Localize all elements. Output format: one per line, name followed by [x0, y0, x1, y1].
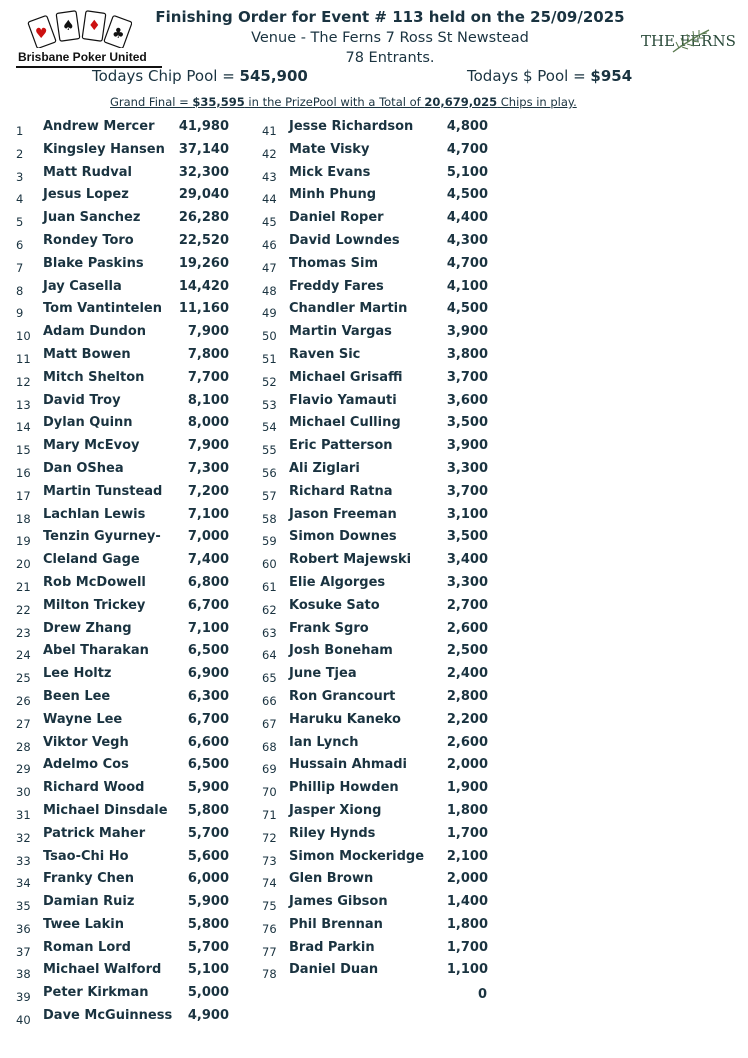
player-chips: 3,100: [446, 506, 488, 522]
result-position: 55: [262, 443, 277, 458]
player-name: Dave McGuinness: [43, 1008, 173, 1024]
result-position: 19: [16, 534, 31, 549]
player-chips: 2,000: [446, 757, 488, 773]
result-position: 29: [16, 762, 31, 777]
result-position: 75: [262, 899, 277, 914]
player-chips: 4,100: [446, 278, 488, 294]
player-chips: 3,500: [446, 529, 488, 545]
player-chips: 7,700: [187, 369, 229, 385]
result-position: 25: [16, 671, 31, 686]
result-position: 52: [262, 374, 277, 389]
player-chips: 5,700: [187, 825, 229, 841]
result-position: 4: [16, 192, 24, 207]
player-chips: 26,280: [178, 210, 229, 226]
result-position: 9: [16, 306, 24, 321]
grand-final-amount: $35,595: [192, 95, 245, 109]
result-position: 57: [262, 488, 277, 503]
player-name: Frank Sgro: [289, 620, 369, 636]
result-position: 61: [262, 579, 277, 594]
result-position: 72: [262, 830, 277, 845]
player-chips: 4,500: [446, 187, 488, 203]
player-chips: 7,400: [187, 552, 229, 568]
player-chips: 2,700: [446, 597, 488, 613]
result-position: 12: [16, 374, 31, 389]
result-position: 38: [16, 967, 31, 982]
player-name: Robert Majewski: [289, 552, 412, 568]
result-position: 26: [16, 693, 31, 708]
player-chips: 7,100: [187, 506, 229, 522]
player-chips: 1,900: [446, 780, 488, 796]
player-name: Michael Grisaffi: [289, 369, 403, 385]
player-chips: 2,500: [446, 643, 488, 659]
entrants-line: 78 Entrants.: [345, 50, 435, 66]
player-name: Thomas Sim: [289, 255, 379, 271]
player-chips: 3,600: [446, 392, 488, 408]
result-position: 13: [16, 397, 31, 412]
result-position: 16: [16, 465, 31, 480]
chip-pool-value: 545,900: [239, 67, 308, 85]
player-name: Ron Grancourt: [289, 688, 396, 704]
result-position: 40: [16, 1013, 31, 1028]
player-chips: 5,900: [187, 894, 229, 910]
result-position: 54: [262, 420, 277, 435]
player-name: Tsao-Chi Ho: [43, 848, 129, 864]
result-position: 63: [262, 625, 277, 640]
result-position: 15: [16, 443, 31, 458]
result-position: 56: [262, 465, 277, 480]
result-position: 51: [262, 351, 277, 366]
result-position: 44: [262, 192, 277, 207]
dollar-pool: [467, 67, 632, 85]
player-name: Damian Ruiz: [43, 894, 135, 910]
result-position: 77: [262, 944, 277, 959]
player-name: Lachlan Lewis: [43, 506, 146, 522]
player-chips: 3,900: [446, 438, 488, 454]
player-name: Blake Paskins: [43, 255, 144, 271]
player-name: Abel Tharakan: [43, 643, 149, 659]
result-position: 59: [262, 534, 277, 549]
result-position: 18: [16, 511, 31, 526]
player-chips: 4,400: [446, 210, 488, 226]
player-chips: 3,500: [446, 415, 488, 431]
player-chips: 22,520: [178, 232, 229, 248]
player-name: Eric Patterson: [289, 438, 393, 454]
result-position: 34: [16, 876, 31, 891]
result-position: 60: [262, 557, 277, 572]
player-name: Jesus Lopez: [43, 187, 129, 203]
player-name: Simon Mockeridge: [289, 848, 425, 864]
player-name: Roman Lord: [43, 939, 131, 955]
result-position: 30: [16, 785, 31, 800]
grand-final-suffix: Chips in play.: [497, 95, 577, 109]
venue-line: Venue - The Ferns 7 Ross St Newstead: [251, 30, 529, 46]
player-chips: 5,700: [187, 939, 229, 955]
player-name: Dan OShea: [43, 460, 124, 476]
svg-text:♠: ♠: [62, 18, 75, 34]
player-name: Mick Evans: [289, 164, 371, 180]
result-position: 33: [16, 853, 31, 868]
player-name: Tenzin Gyurney-: [43, 529, 161, 545]
result-position: 46: [262, 237, 277, 252]
result-position: 35: [16, 899, 31, 914]
result-position: 67: [262, 716, 277, 731]
player-name: Peter Kirkman: [43, 985, 149, 1001]
player-chips: 7,800: [187, 346, 229, 362]
player-chips: 6,500: [187, 643, 229, 659]
player-name: Lee Holtz: [43, 666, 112, 682]
player-chips: 1,700: [446, 939, 488, 955]
player-chips: 6,000: [187, 871, 229, 887]
card-suits-icon: [22, 8, 132, 48]
result-position: 69: [262, 762, 277, 777]
player-name: James Gibson: [289, 894, 388, 910]
player-name: Mate Visky: [289, 141, 370, 157]
player-chips: 4,500: [446, 301, 488, 317]
result-position: 11: [16, 351, 31, 366]
player-name: Juan Sanchez: [43, 210, 141, 226]
player-name: Jason Freeman: [289, 506, 397, 522]
player-name: Michael Culling: [289, 415, 401, 431]
player-chips: 1,800: [446, 916, 488, 932]
player-name: Simon Downes: [289, 529, 397, 545]
logo-text: Brisbane Poker United: [18, 50, 147, 64]
svg-text:♦: ♦: [88, 18, 101, 34]
player-chips: 4,900: [187, 1008, 229, 1024]
player-name: Milton Trickey: [43, 597, 146, 613]
result-position: 76: [262, 921, 277, 936]
player-name: Mary McEvoy: [43, 438, 140, 454]
player-name: Twee Lakin: [43, 916, 125, 932]
player-name: Hussain Ahmadi: [289, 757, 408, 773]
player-name: Michael Walford: [43, 962, 162, 978]
player-chips: 5,900: [187, 780, 229, 796]
result-position: 2: [16, 146, 24, 161]
result-position: 42: [262, 146, 277, 161]
player-chips: 1,700: [446, 825, 488, 841]
player-name: Wayne Lee: [43, 711, 123, 727]
result-position: 45: [262, 215, 277, 230]
player-name: Cleland Gage: [43, 552, 140, 568]
player-name: Daniel Duan: [289, 962, 379, 978]
player-name: Been Lee: [43, 688, 111, 704]
player-chips: 1,400: [446, 894, 488, 910]
player-name: Raven Sic: [289, 346, 361, 362]
player-name: Josh Boneham: [289, 643, 393, 659]
player-chips: 4,700: [446, 141, 488, 157]
player-name: Rob McDowell: [43, 574, 146, 590]
player-name: Viktor Vegh: [43, 734, 129, 750]
ferns-logo-text: THE FERNS: [641, 32, 736, 50]
result-position: 68: [262, 739, 277, 754]
player-name: Matt Rudval: [43, 164, 132, 180]
result-position: 49: [262, 306, 277, 321]
result-position: 3: [16, 169, 24, 184]
grand-final-middle: in the PrizePool with a Total of: [244, 95, 425, 109]
player-name: Matt Bowen: [43, 346, 131, 362]
player-name: David Troy: [43, 392, 121, 408]
player-chips: 7,200: [187, 483, 229, 499]
player-chips: 8,000: [187, 415, 229, 431]
player-chips: 1,100: [446, 962, 488, 978]
result-position: 7: [16, 260, 24, 275]
fern-leaf-icon: [671, 28, 711, 54]
player-chips: 6,500: [187, 757, 229, 773]
player-chips: 32,300: [178, 164, 229, 180]
result-position: 20: [16, 557, 31, 572]
result-position: 14: [16, 420, 31, 435]
player-chips: 41,980: [178, 119, 229, 134]
player-name: June Tjea: [289, 666, 357, 682]
grand-final-chips: 20,679,025: [424, 95, 498, 109]
player-chips: 19,260: [178, 255, 229, 271]
player-name: Mitch Shelton: [43, 369, 145, 385]
result-position: 62: [262, 602, 277, 617]
result-position: 73: [262, 853, 277, 868]
player-name: Haruku Kaneko: [289, 711, 401, 727]
player-chips: 6,900: [187, 666, 229, 682]
result-position: 17: [16, 488, 31, 503]
player-chips: 7,000: [187, 529, 229, 545]
result-position: 23: [16, 625, 31, 640]
result-position: 66: [262, 693, 277, 708]
result-position: 47: [262, 260, 277, 275]
player-name: Andrew Mercer: [43, 119, 155, 134]
player-name: Glen Brown: [289, 871, 374, 887]
player-name: Daniel Roper: [289, 210, 384, 226]
player-name: Patrick Maher: [43, 825, 146, 841]
player-name: Chandler Martin: [289, 301, 408, 317]
player-chips: 6,700: [187, 711, 229, 727]
result-position: 50: [262, 329, 277, 344]
the-ferns-logo: [641, 28, 736, 56]
player-name: Michael Dinsdale: [43, 802, 168, 818]
result-position: 78: [262, 967, 277, 982]
player-chips: 1,800: [446, 802, 488, 818]
result-position: 32: [16, 830, 31, 845]
player-chips: 6,800: [187, 574, 229, 590]
result-position: 8: [16, 283, 24, 298]
svg-text:♥: ♥: [35, 26, 48, 42]
result-position: 27: [16, 716, 31, 731]
result-position: 28: [16, 739, 31, 754]
chip-pool: [92, 67, 308, 85]
player-chips: 2,400: [446, 666, 488, 682]
player-name: Freddy Fares: [289, 278, 384, 294]
player-name: Minh Phung: [289, 187, 377, 203]
player-chips: 37,140: [178, 141, 229, 157]
result-position: 22: [16, 602, 31, 617]
result-position: 48: [262, 283, 277, 298]
player-name: Ali Ziglari: [289, 460, 360, 476]
player-name: Tom Vantintelen: [43, 301, 163, 317]
player-chips: 2,000: [446, 871, 488, 887]
player-chips: 7,100: [187, 620, 229, 636]
result-position: 39: [16, 990, 31, 1005]
result-position: 24: [16, 648, 31, 663]
player-name: Phil Brennan: [289, 916, 383, 932]
player-chips: 2,600: [446, 620, 488, 636]
chip-pool-label: Todays Chip Pool =: [92, 67, 240, 85]
player-chips: 11,160: [178, 301, 229, 317]
dollar-pool-label: Todays $ Pool =: [467, 67, 591, 85]
player-chips: 3,700: [446, 483, 488, 499]
player-name: Richard Ratna: [289, 483, 393, 499]
player-name: Adelmo Cos: [43, 757, 129, 773]
player-chips: 2,200: [446, 711, 488, 727]
grand-final-line: [110, 95, 577, 109]
player-name: Franky Chen: [43, 871, 134, 887]
player-chips: 6,300: [187, 688, 229, 704]
result-position: 53: [262, 397, 277, 412]
player-name: Kingsley Hansen: [43, 141, 165, 157]
player-chips: 4,700: [446, 255, 488, 271]
player-name: Ian Lynch: [289, 734, 359, 750]
player-name: Flavio Yamauti: [289, 392, 397, 408]
player-chips: 5,000: [187, 985, 229, 1001]
player-chips: 4,300: [446, 232, 488, 248]
player-chips: 4,800: [446, 119, 488, 134]
player-chips: 3,800: [446, 346, 488, 362]
player-chips: 29,040: [178, 187, 229, 203]
result-position: 37: [16, 944, 31, 959]
result-position: 10: [16, 329, 31, 344]
player-name: Jasper Xiong: [289, 802, 382, 818]
grand-final-prefix: Grand Final =: [110, 95, 193, 109]
player-name: Drew Zhang: [43, 620, 132, 636]
player-chips: 5,800: [187, 802, 229, 818]
player-name: Jesse Richardson: [289, 119, 414, 134]
dollar-pool-value: $954: [590, 67, 633, 85]
svg-text:♣: ♣: [112, 26, 125, 42]
trailing-chips-value: 0: [477, 987, 487, 1002]
player-chips: 2,800: [446, 688, 488, 704]
result-position: 65: [262, 671, 277, 686]
player-chips: 7,900: [187, 438, 229, 454]
result-position: 58: [262, 511, 277, 526]
player-name: Brad Parkin: [289, 939, 375, 955]
player-chips: 3,700: [446, 369, 488, 385]
player-chips: 14,420: [178, 278, 229, 294]
player-chips: 3,300: [446, 460, 488, 476]
result-position: 71: [262, 807, 277, 822]
player-chips: 2,600: [446, 734, 488, 750]
player-chips: 7,300: [187, 460, 229, 476]
player-chips: 5,100: [446, 164, 488, 180]
event-title: Finishing Order for Event # 113 held on the 25/09/2025: [155, 8, 625, 26]
result-position: 41: [262, 124, 277, 138]
result-position: 6: [16, 237, 24, 252]
player-name: Dylan Quinn: [43, 415, 133, 431]
player-name: Martin Tunstead: [43, 483, 163, 499]
player-chips: 3,900: [446, 324, 488, 340]
result-position: 70: [262, 785, 277, 800]
player-chips: 3,400: [446, 552, 488, 568]
player-name: Elie Algorges: [289, 574, 386, 590]
player-name: Martin Vargas: [289, 324, 392, 340]
player-chips: 7,900: [187, 324, 229, 340]
player-chips: 5,800: [187, 916, 229, 932]
result-position: 1: [16, 124, 24, 138]
player-name: Riley Hynds: [289, 825, 376, 841]
player-name: Rondey Toro: [43, 232, 134, 248]
player-name: David Lowndes: [289, 232, 400, 248]
player-chips: 5,600: [187, 848, 229, 864]
player-name: Kosuke Sato: [289, 597, 380, 613]
player-chips: 6,700: [187, 597, 229, 613]
player-name: Adam Dundon: [43, 324, 147, 340]
player-name: Richard Wood: [43, 780, 145, 796]
player-chips: 8,100: [187, 392, 229, 408]
result-position: 43: [262, 169, 277, 184]
player-chips: 5,100: [187, 962, 229, 978]
player-name: Phillip Howden: [289, 780, 399, 796]
result-position: 74: [262, 876, 277, 891]
player-chips: 3,300: [446, 574, 488, 590]
result-position: 36: [16, 921, 31, 936]
result-position: 31: [16, 807, 31, 822]
player-chips: 2,100: [446, 848, 488, 864]
result-position: 64: [262, 648, 277, 663]
player-chips: 6,600: [187, 734, 229, 750]
player-name: Jay Casella: [43, 278, 122, 294]
result-position: 5: [16, 215, 24, 230]
result-position: 21: [16, 579, 31, 594]
